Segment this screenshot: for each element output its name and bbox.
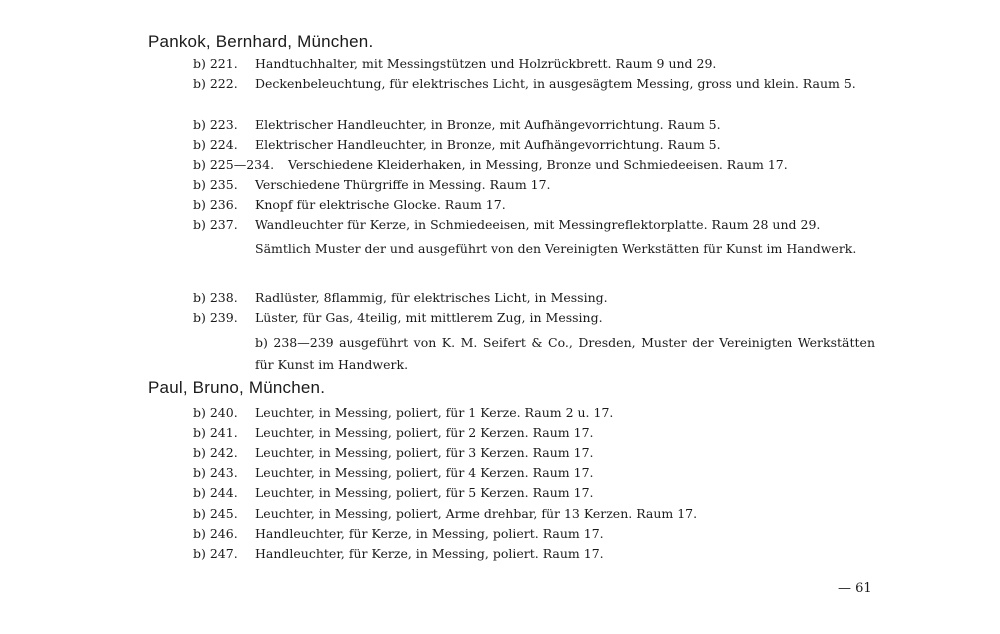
entry-code: b) 225—234.	[193, 157, 275, 172]
catalog-entry	[193, 504, 883, 524]
entry-text: Verschiedene Kleiderhaken, in Messing, Bronze und Schmiedeeisen. Raum 17.	[288, 157, 788, 172]
entry-code: b) 243.	[193, 465, 238, 480]
entry-code: b) 222.	[193, 76, 238, 91]
catalog-entry	[193, 288, 883, 308]
catalog-entry	[193, 443, 883, 463]
entry-text: Verschiedene Thürgriffe in Messing. Raum 17.	[255, 177, 551, 192]
entry-text: Deckenbeleuchtung, für elektrisches Licht, in ausgesägtem Messing, gross und klein. Raum 5.	[255, 76, 856, 91]
manufacturer-note: b) 238—239 ausgeführt von K. M. Seifert & Co., Dresden, Muster der Vereinigten Werkstätten für Kunst im Handwerk.	[255, 335, 875, 372]
catalog-entry	[193, 115, 883, 135]
entry-code: b) 244.	[193, 485, 238, 500]
catalog-entry	[193, 175, 883, 195]
page-number: — 61	[838, 581, 872, 596]
entry-code: b) 221.	[193, 56, 238, 71]
entry-text: Leuchter, in Messing, poliert, für 2 Kerzen. Raum 17.	[255, 425, 594, 440]
entry-code: b) 247.	[193, 546, 238, 561]
entry-text: Leuchter, in Messing, poliert, für 4 Kerzen. Raum 17.	[255, 465, 594, 480]
catalog-entry	[193, 195, 883, 215]
catalog-entry	[193, 155, 883, 175]
entry-code: b) 245.	[193, 506, 238, 521]
catalog-entry	[193, 215, 883, 235]
entry-code: b) 236.	[193, 197, 238, 212]
catalog-entry	[193, 544, 883, 564]
entry-text: Handleuchter, für Kerze, in Messing, poliert. Raum 17.	[255, 546, 604, 561]
entry-text: Leuchter, in Messing, poliert, für 3 Kerzen. Raum 17.	[255, 445, 594, 460]
catalog-entry	[193, 308, 883, 328]
entry-text: Elektrischer Handleuchter, in Bronze, mit Aufhängevorrichtung. Raum 5.	[255, 117, 721, 132]
catalog-entry	[193, 135, 883, 155]
catalog-entry	[193, 403, 883, 423]
entry-text: Knopf für elektrische Glocke. Raum 17.	[255, 197, 506, 212]
section-heading-paul: Paul, Bruno, München.	[148, 378, 326, 397]
entry-code: b) 246.	[193, 526, 238, 541]
entry-code: b) 237.	[193, 217, 238, 232]
entry-text: Radlüster, 8flammig, für elektrisches Licht, in Messing.	[255, 290, 608, 305]
entry-text: Leuchter, in Messing, poliert, für 1 Kerze. Raum 2 u. 17.	[255, 405, 614, 420]
section-heading-pankok: Pankok, Bernhard, München.	[148, 32, 374, 51]
catalog-entry	[193, 524, 883, 544]
entry-code: b) 238.	[193, 290, 238, 305]
entry-text: Leuchter, in Messing, poliert, Arme drehbar, für 13 Kerzen. Raum 17.	[255, 506, 698, 521]
entry-code: b) 241.	[193, 425, 238, 440]
entry-text: Elektrischer Handleuchter, in Bronze, mit Aufhängevorrichtung. Raum 5.	[255, 137, 721, 152]
catalog-entry	[193, 463, 883, 483]
entry-code: b) 224.	[193, 137, 238, 152]
entry-text: Leuchter, in Messing, poliert, für 5 Kerzen. Raum 17.	[255, 485, 594, 500]
entry-text: Handleuchter, für Kerze, in Messing, poliert. Raum 17.	[255, 526, 604, 541]
catalog-entry	[193, 74, 883, 94]
entry-text: Wandleuchter für Kerze, in Schmiedeeisen, mit Messingreflektorplatte. Raum 28 und 29.	[255, 217, 821, 232]
catalog-entry	[193, 54, 883, 74]
entry-text: Handtuchhalter, mit Messingstützen und Holzrückbrett. Raum 9 und 29.	[255, 56, 717, 71]
entry-code: b) 242.	[193, 445, 238, 460]
entry-code: b) 235.	[193, 177, 238, 192]
entry-code: b) 223.	[193, 117, 238, 132]
entry-code: b) 239.	[193, 310, 238, 325]
entry-text: Lüster, für Gas, 4teilig, mit mittlerem Zug, in Messing.	[255, 310, 603, 325]
workshop-note: Sämtlich Muster der und ausgeführt von den Vereinigten Werkstätten für Kunst im Handwerk.	[255, 241, 857, 256]
catalog-entry	[193, 423, 883, 443]
entry-code: b) 240.	[193, 405, 238, 420]
catalog-entry	[193, 483, 883, 503]
